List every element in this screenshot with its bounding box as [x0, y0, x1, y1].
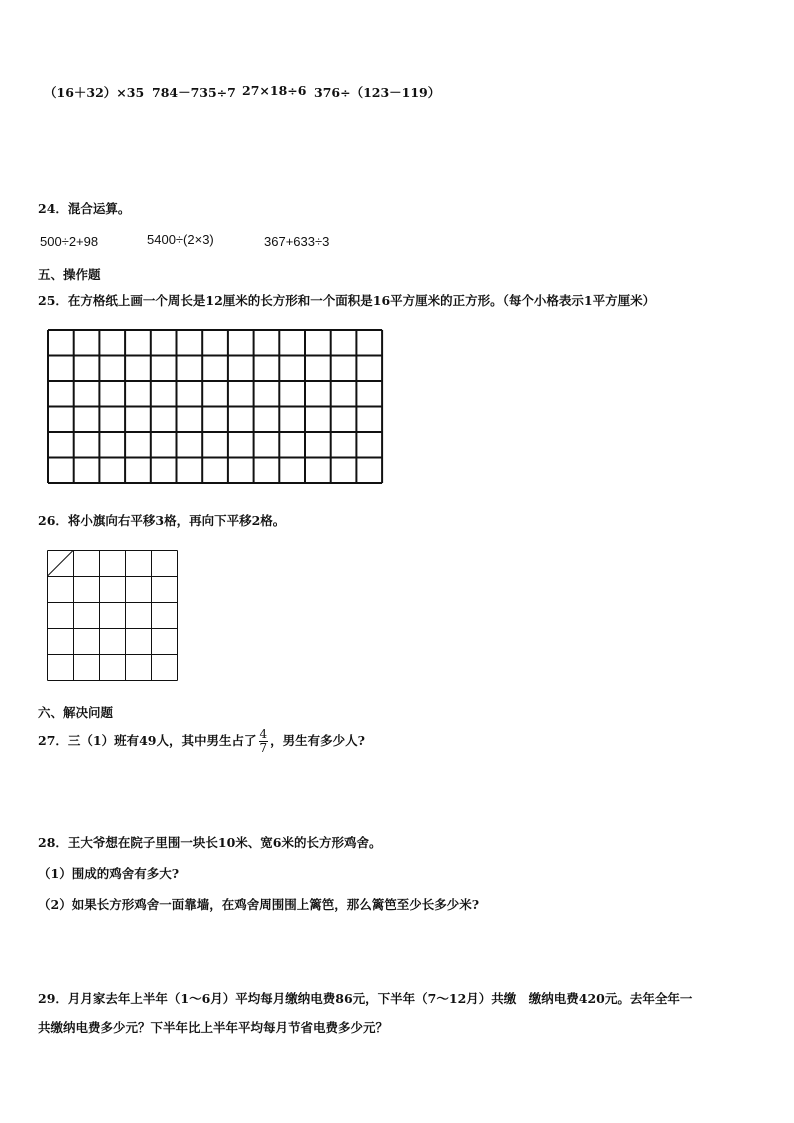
q27-fraction-den: 7: [259, 741, 268, 755]
q28-part1: （1）围成的鸡舍有多大?: [38, 866, 180, 881]
q29-line2: 共缴纳电费多少元？下半年比上半年平均每月节省电费多少元？: [38, 1020, 389, 1035]
section-6-heading: 六、解决问题: [38, 705, 114, 720]
q24-expr-2: 5400÷(2×3): [147, 232, 214, 247]
q26-text: 26．将小旗向右平移3格，再向下平移2格。: [38, 513, 286, 528]
q28-part2: （2）如果长方形鸡舍一面靠墙，在鸡舍周围围上篱笆，那么篱笆至少长多少米?: [38, 897, 480, 912]
expr-1: （16＋32）×35: [44, 85, 145, 100]
q25-grid: [47, 329, 384, 485]
q27-fraction: [259, 728, 269, 755]
q29-line1: 29．月月家去年上半年（1～6月）平均每月缴纳电费86元，下半年（7～12月）共缴 缴纳电费420元。去年全年一: [38, 991, 693, 1006]
flag-icon: [47, 550, 74, 577]
q27-after: ，男生有多少人?: [270, 733, 365, 748]
q24-expr-1: 500÷2+98: [40, 234, 99, 249]
expr-3: 27×18÷6: [242, 83, 307, 98]
q27-before: 27．三（1）班有49人，其中男生占了: [38, 733, 257, 748]
q27-text: [38, 722, 365, 760]
q25-text: 25．在方格纸上画一个周长是12厘米的长方形和一个面积是16平方厘米的正方形。（每个小格表示1平方厘米）: [38, 293, 656, 308]
q27-fraction-num: 4: [259, 726, 268, 741]
expr-4: 376÷（123－119）: [314, 85, 441, 100]
q24-title: 24．混合运算。: [38, 201, 131, 216]
q28-title: 28．王大爷想在院子里围一块长10米、宽6米的长方形鸡舍。: [38, 835, 382, 850]
q24-expr-3: 367+633÷3: [264, 234, 330, 249]
section-5-heading: 五、操作题: [38, 267, 101, 282]
expr-2: 784－735÷7: [152, 85, 236, 100]
